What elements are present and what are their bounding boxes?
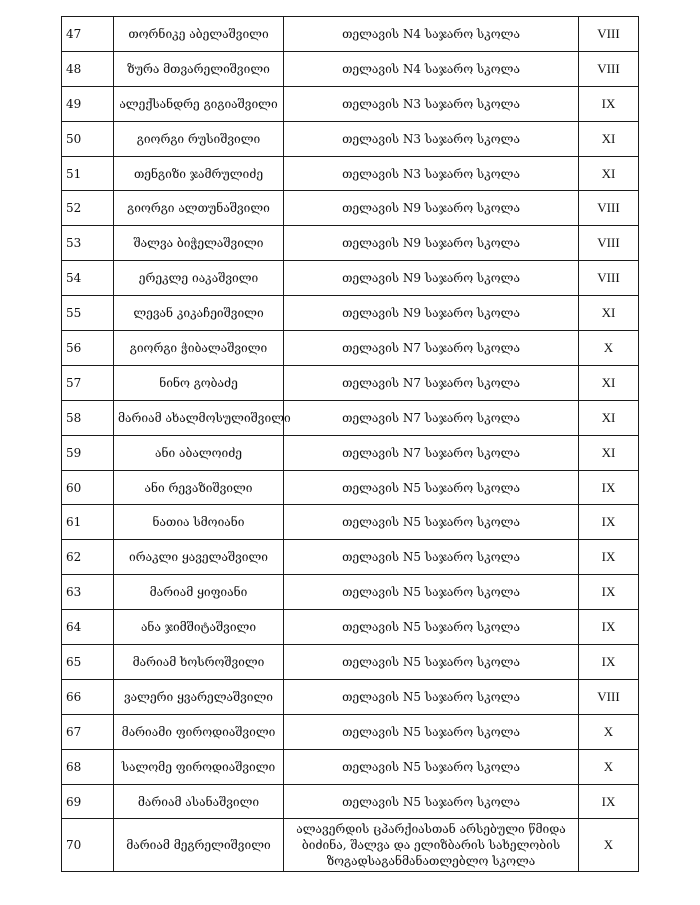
student-name-cell: გიორგი ალთუნაშვილი	[114, 191, 284, 226]
grade-cell: XI	[579, 435, 639, 470]
row-number-cell: 67	[62, 714, 114, 749]
grade-cell: VIII	[579, 17, 639, 52]
student-name-cell: ირაკლი ყაველაშვილი	[114, 540, 284, 575]
student-name-cell: ანი რევაზიშვილი	[114, 470, 284, 505]
row-number-cell: 60	[62, 470, 114, 505]
table-row	[62, 679, 639, 714]
grade-cell: IX	[579, 470, 639, 505]
table-row	[62, 400, 639, 435]
school-name-cell: ალავერდის ცპარქიასთან არსებული წმიდა ბიძინა, შალვა და ელიზბარის სახელობის ზოგადსაგანმანათლებლო სკოლა	[284, 819, 579, 872]
table-row	[62, 261, 639, 296]
grade-cell: IX	[579, 610, 639, 645]
school-name-cell: თელავის N5 საჯარო სკოლა	[284, 505, 579, 540]
table-row	[62, 784, 639, 819]
grade-cell: VIII	[579, 51, 639, 86]
table-row	[62, 191, 639, 226]
school-name-cell: თელავის N5 საჯარო სკოლა	[284, 575, 579, 610]
table-row	[62, 610, 639, 645]
grade-cell: X	[579, 749, 639, 784]
table-row	[62, 331, 639, 366]
row-number-cell: 59	[62, 435, 114, 470]
table-row	[62, 121, 639, 156]
table-row	[62, 505, 639, 540]
school-name-cell: თელავის N7 საჯარო სკოლა	[284, 400, 579, 435]
student-name-cell: ერეკლე იაკაშვილი	[114, 261, 284, 296]
school-name-cell: თელავის N5 საჯარო სკოლა	[284, 610, 579, 645]
table-row	[62, 470, 639, 505]
student-name-cell: თენგიზი ჯამრულიძე	[114, 156, 284, 191]
row-number-cell: 47	[62, 17, 114, 52]
student-name-cell: ზურა მთვარელიშვილი	[114, 51, 284, 86]
student-name-cell: ნინო გობაძე	[114, 365, 284, 400]
row-number-cell: 68	[62, 749, 114, 784]
grade-cell: XI	[579, 121, 639, 156]
table-row	[62, 17, 639, 52]
grade-cell: IX	[579, 540, 639, 575]
table-row	[62, 749, 639, 784]
student-name-cell: შალვა ბიჭელაშვილი	[114, 226, 284, 261]
row-number-cell: 65	[62, 645, 114, 680]
school-name-cell: თელავის N4 საჯარო სკოლა	[284, 17, 579, 52]
school-name-cell: თელავის N7 საჯარო სკოლა	[284, 331, 579, 366]
row-number-cell: 49	[62, 86, 114, 121]
grade-cell: XI	[579, 400, 639, 435]
table-row	[62, 819, 639, 872]
row-number-cell: 58	[62, 400, 114, 435]
school-name-cell: თელავის N3 საჯარო სკოლა	[284, 156, 579, 191]
school-name-cell: თელავის N5 საჯარო სკოლა	[284, 679, 579, 714]
table-row	[62, 365, 639, 400]
grade-cell: VIII	[579, 261, 639, 296]
school-name-cell: თელავის N3 საჯარო სკოლა	[284, 86, 579, 121]
grade-cell: XI	[579, 296, 639, 331]
row-number-cell: 54	[62, 261, 114, 296]
school-name-cell: თელავის N5 საჯარო სკოლა	[284, 645, 579, 680]
table-row	[62, 86, 639, 121]
student-name-cell: მარიამ მეგრელიშვილი	[114, 819, 284, 872]
grade-cell: VIII	[579, 191, 639, 226]
row-number-cell: 70	[62, 819, 114, 872]
grade-cell: IX	[579, 784, 639, 819]
school-name-cell: თელავის N5 საჯარო სკოლა	[284, 470, 579, 505]
grade-cell: X	[579, 714, 639, 749]
grade-cell: IX	[579, 505, 639, 540]
table-row	[62, 540, 639, 575]
roster-body	[62, 17, 639, 872]
grade-cell: VIII	[579, 679, 639, 714]
student-name-cell: ლევან კიკაჩეიშვილი	[114, 296, 284, 331]
grade-cell: IX	[579, 645, 639, 680]
student-name-cell: ანი აბალოიძე	[114, 435, 284, 470]
student-name-cell: თორნიკე აბელაშვილი	[114, 17, 284, 52]
table-row	[62, 296, 639, 331]
grade-cell: XI	[579, 365, 639, 400]
school-name-cell: თელავის N5 საჯარო სკოლა	[284, 714, 579, 749]
school-name-cell: თელავის N4 საჯარო სკოლა	[284, 51, 579, 86]
row-number-cell: 57	[62, 365, 114, 400]
row-number-cell: 64	[62, 610, 114, 645]
student-name-cell: მარიამ ყიფიანი	[114, 575, 284, 610]
school-name-cell: თელავის N5 საჯარო სკოლა	[284, 749, 579, 784]
row-number-cell: 52	[62, 191, 114, 226]
student-name-cell: ალექსანდრე გიგიაშვილი	[114, 86, 284, 121]
row-number-cell: 55	[62, 296, 114, 331]
student-name-cell: მარიამი ფიროდიაშვილი	[114, 714, 284, 749]
grade-cell: XI	[579, 156, 639, 191]
row-number-cell: 56	[62, 331, 114, 366]
school-name-cell: თელავის N7 საჯარო სკოლა	[284, 435, 579, 470]
table-row	[62, 645, 639, 680]
student-name-cell: სალომე ფიროდიაშვილი	[114, 749, 284, 784]
grade-cell: IX	[579, 86, 639, 121]
school-name-cell: თელავის N9 საჯარო სკოლა	[284, 261, 579, 296]
row-number-cell: 53	[62, 226, 114, 261]
grade-cell: X	[579, 331, 639, 366]
grade-cell: X	[579, 819, 639, 872]
table-row	[62, 226, 639, 261]
student-name-cell: მარიამ ასანაშვილი	[114, 784, 284, 819]
table-row	[62, 156, 639, 191]
student-name-cell: გიორგი ჭიბალაშვილი	[114, 331, 284, 366]
school-name-cell: თელავის N9 საჯარო სკოლა	[284, 226, 579, 261]
table-row	[62, 51, 639, 86]
student-roster-table	[61, 16, 639, 872]
row-number-cell: 48	[62, 51, 114, 86]
grade-cell: IX	[579, 575, 639, 610]
row-number-cell: 61	[62, 505, 114, 540]
student-name-cell: გიორგი რუსიშვილი	[114, 121, 284, 156]
school-name-cell: თელავის N9 საჯარო სკოლა	[284, 296, 579, 331]
row-number-cell: 66	[62, 679, 114, 714]
school-name-cell: თელავის N5 საჯარო სკოლა	[284, 784, 579, 819]
table-row	[62, 575, 639, 610]
row-number-cell: 69	[62, 784, 114, 819]
student-name-cell: მარიამ ახალმოსულიშვილი	[114, 400, 284, 435]
student-name-cell: ანა ჯიმშიტაშვილი	[114, 610, 284, 645]
school-name-cell: თელავის N3 საჯარო სკოლა	[284, 121, 579, 156]
school-name-cell: თელავის N7 საჯარო სკოლა	[284, 365, 579, 400]
row-number-cell: 50	[62, 121, 114, 156]
row-number-cell: 62	[62, 540, 114, 575]
row-number-cell: 51	[62, 156, 114, 191]
table-row	[62, 714, 639, 749]
grade-cell: VIII	[579, 226, 639, 261]
student-name-cell: ნათია სმოიანი	[114, 505, 284, 540]
student-name-cell: მარიამ ხოსროშვილი	[114, 645, 284, 680]
school-name-cell: თელავის N5 საჯარო სკოლა	[284, 540, 579, 575]
table-row	[62, 435, 639, 470]
row-number-cell: 63	[62, 575, 114, 610]
school-name-cell: თელავის N9 საჯარო სკოლა	[284, 191, 579, 226]
student-name-cell: ვალერი ყვარელაშვილი	[114, 679, 284, 714]
